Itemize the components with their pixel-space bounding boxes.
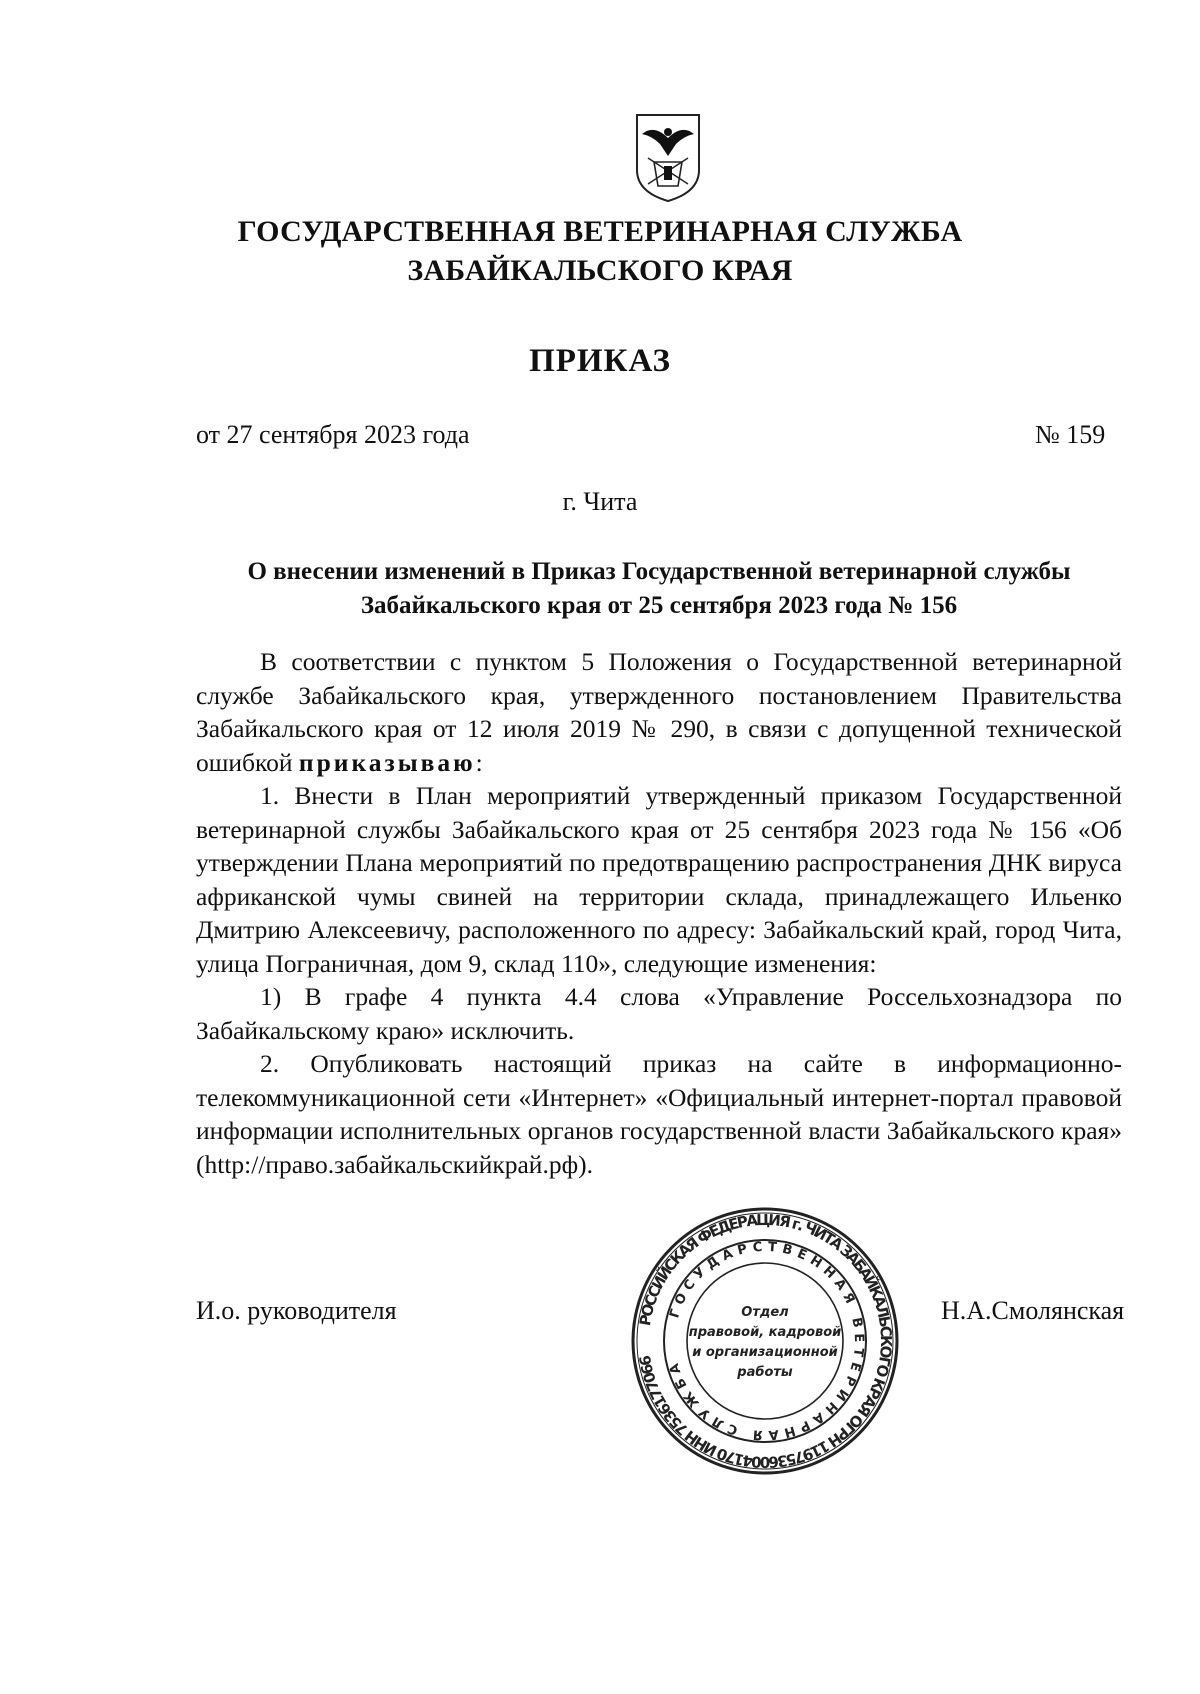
organization-name-line1: ГОСУДАРСТВЕННАЯ ВЕТЕРИНАРНАЯ СЛУЖБА	[237, 215, 963, 248]
document-body	[196, 645, 1122, 1181]
item-1-paragraph: 1. Внести в План мероприятий утвержденный приказом Государственной ветеринарной службы Забайкальского края от 25 сентября 2023 года № 156 «Об утверждении Плана мероприятий по предотвращению распространения ДНК вируса африканской чумы свиней на территории склада, принадлежащего Ильенко Дмитрию Алексеевичу, расположенного по адресу: Забайкальский край, город Чита, улица Пограничная, дом 9, склад 110», следующие изменения:	[196, 781, 1122, 978]
item-2-paragraph: 2. Опубликовать настоящий приказ на сайте в информационно-телекоммуникационной сети «Интернет» «Официальный интернет-портал правовой информации исполнительных органов государственной власти Забайкальского края» (http://право.забайкальскийкрай.рф).	[196, 1049, 1122, 1179]
organization-name-line2: ЗАБАЙКАЛЬСКОГО КРАЯ	[407, 254, 793, 287]
preamble-paragraph	[196, 645, 1122, 779]
directive-word: приказываю	[298, 747, 476, 777]
item-1-1-paragraph: 1) В графе 4 пункта 4.4 слова «Управление Россельхознадзора по Забайкальскому краю» исключить.	[196, 982, 1122, 1045]
subject-line1: О внесении изменений в Приказ Государственной ветеринарной службы	[247, 558, 1071, 585]
seal-center-line1: Отдел	[741, 1305, 789, 1320]
signer-title: И.о. руководителя	[196, 1296, 397, 1325]
document-number: № 159	[1035, 420, 1106, 449]
directive-colon: :	[475, 747, 483, 777]
seal-center-line4: работы	[737, 1365, 793, 1380]
document-type-title: ПРИКАЗ	[529, 343, 671, 379]
preamble-text: В соответствии с пунктом 5 Положения о Государственной ветеринарной службе Забайкальского края, утвержденного постановлением Правительства Забайкальского края от 12 июля 2019 № 290, в связи с допущенной технической ошибкой	[196, 647, 1122, 777]
signer-name: Н.А.Смолянская	[941, 1296, 1125, 1325]
coat-of-arms-icon	[634, 112, 702, 204]
seal-center-line3: и организационной	[692, 1345, 838, 1360]
official-seal-stamp	[630, 1206, 900, 1476]
subject-line2: Забайкальского края от 25 сентября 2023 года № 156	[360, 592, 958, 619]
document-subject	[196, 555, 1122, 623]
seal-outer-text: РОССИЙСКАЯ ФЕДЕРАЦИЯ г. ЧИТА ЗАБАЙКАЛЬСКОГО КРАЯ ОГРН 1197536004170 ИНН 7536177066	[635, 1210, 896, 1472]
seal-center-line2: правовой, кадровой	[688, 1325, 842, 1340]
seal-inner-ring-text: ГОСУДАРСТВЕННАЯ ВЕТЕРИНАРНАЯ СЛУЖБА	[667, 1239, 867, 1443]
document-date: от 27 сентября 2023 года	[196, 420, 470, 449]
document-city: г. Чита	[562, 487, 638, 516]
